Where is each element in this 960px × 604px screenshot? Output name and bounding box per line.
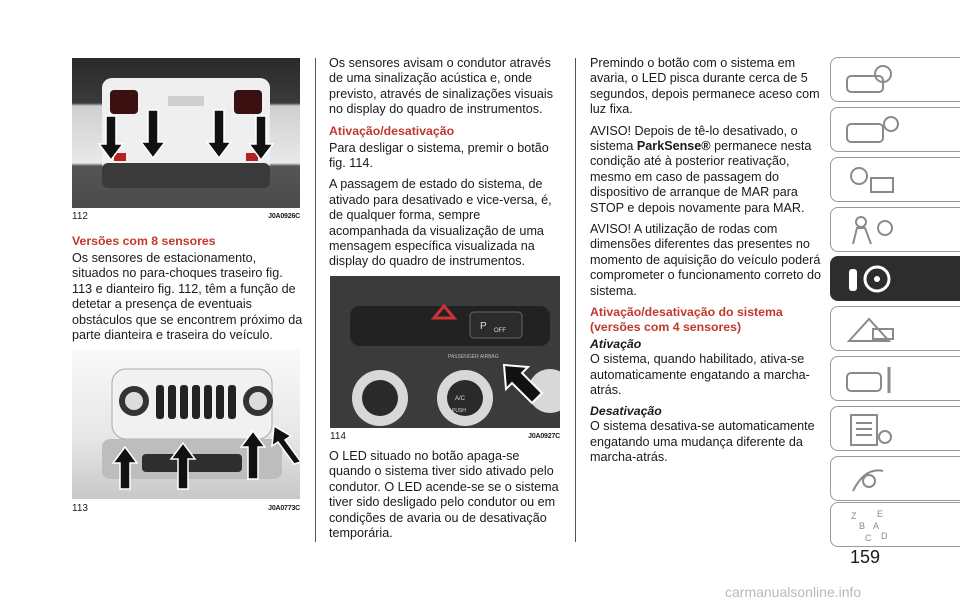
rear-bumper-illustration: [72, 58, 300, 208]
column-divider: [575, 58, 576, 542]
nav-tab-warning-lights[interactable]: [830, 157, 960, 202]
figure-number: 114: [330, 431, 346, 442]
paragraph: O sistema, quando habilitado, ativa-se automaticamente engatando a marcha-atrás.: [590, 352, 810, 397]
car-wrench-icon: [843, 359, 903, 399]
accident-warning-icon: [843, 309, 903, 349]
paragraph: Os sensores avisam o condutor através de uma sinalização acústica e, onde previsto, através de sinalizações visuais no display do quadro de instrumentos.: [329, 56, 553, 117]
index-letter: E: [877, 509, 884, 519]
index-letter: D: [881, 531, 888, 541]
figure-code: J0A0926C: [268, 213, 300, 220]
seatbelt-airbag-icon: [843, 210, 903, 250]
figure-114-caption: [330, 431, 560, 442]
brand-name: ParkSense®: [636, 139, 711, 154]
figure-112-rear-bumper-photo: [72, 58, 300, 208]
index-letter: B: [859, 521, 866, 531]
section-heading-8-sensors: Versões com 8 sensores: [72, 234, 216, 248]
subheading-activation: Ativação: [590, 337, 642, 352]
paragraph: A passagem de estado do sistema, de ativado para desativado e vice-versa, é, de qualquer forma, sempre acompanhada da visualização de uma mensagem específica visualizada na display do quadro de instrumentos.: [329, 177, 552, 269]
alphabetical-index-icon: [843, 505, 903, 545]
figure-113-front-view-photo: [72, 349, 300, 499]
text: permanece nesta condição até à posterior reativação, mesmo em caso de passagem do dispositivo de arranque de MAR para STOP e depois novamente para MAR.: [590, 139, 812, 215]
section-heading-4-sensors: Ativação/desativação do sistema (versões com 4 sensores): [590, 305, 783, 335]
figure-number: 113: [72, 503, 88, 514]
column-divider: [315, 58, 316, 542]
figure-112-caption: [72, 211, 300, 222]
figure-113-caption: [72, 503, 300, 514]
push-label: PUSH: [452, 408, 466, 414]
column-1: [72, 230, 304, 349]
nav-tab-maintenance[interactable]: [830, 356, 960, 401]
car-search-icon: [843, 60, 903, 100]
nav-tab-emergency[interactable]: [830, 306, 960, 351]
nav-tab-getting-to-know[interactable]: [830, 57, 960, 102]
column-2: [329, 56, 561, 276]
paragraph: O sistema desativa-se automaticamente engatando uma mudança diferente da marcha-atrás.: [590, 419, 815, 465]
specifications-list-icon: [843, 409, 903, 449]
nav-tab-safety[interactable]: [830, 207, 960, 252]
index-letter: Z: [851, 511, 857, 521]
parksense-button-label: P: [480, 321, 487, 332]
watermark: carmanualsonline.info: [725, 584, 862, 600]
paragraph-warning-2: AVISO! A utilização de rodas com dimensões diferentes das presentes no momento de aquisição do veículo poderá comprometer o funcionamento correto do sistema.: [590, 222, 822, 298]
ac-label: A/C: [455, 396, 466, 402]
off-label: OFF: [494, 328, 506, 334]
paragraph: Os sensores de estacionamento, situados no para-choques traseiro fig. 113 e dianteiro fig. 112, têm a função de detetar a presença de eventuais obstáculos que se encontrem próximo da parte dianteira e traseira do veículo.: [72, 251, 303, 343]
car-info-icon: [843, 110, 903, 150]
nav-tab-technical-data[interactable]: [830, 406, 960, 451]
section-heading-activation: Ativação/desativação: [329, 123, 455, 138]
nav-tab-multimedia[interactable]: [830, 456, 960, 501]
index-letter: A: [873, 521, 880, 531]
paragraph: O LED situado no botão apaga-se quando o sistema tiver sido ativado pelo condutor. O LED acende-se se o sistema tiver sido desligado pelo condutor ou em condições de avaria ou de desativação temporária.: [329, 449, 559, 541]
subheading-deactivation: Desativação: [590, 404, 662, 419]
column-3: [590, 56, 822, 472]
page-number: 159: [850, 547, 881, 567]
figure-code: J0A0927C: [528, 433, 560, 440]
figure-code: J0A0773C: [268, 505, 300, 512]
paragraph: Para desligar o sistema, premir o botão fig. 114.: [329, 140, 549, 171]
paragraph-warning-1: [590, 124, 822, 216]
nav-tab-dashboard[interactable]: [830, 107, 960, 152]
text: AVISO! Depois de tê-lo desativado, o sistema: [590, 123, 798, 154]
front-bumper-illustration: [72, 349, 300, 499]
nav-tab-starting-driving[interactable]: [830, 256, 960, 301]
steering-wheel-key-icon: [843, 259, 903, 299]
warning-light-message-icon: [843, 160, 903, 200]
multimedia-icon: [843, 459, 903, 499]
figure-114-dashboard-button-photo: [330, 276, 560, 428]
passenger-airbag-label: PASSENGER AIRBAG: [448, 354, 499, 360]
figure-number: 112: [72, 211, 88, 222]
paragraph: Premindo o botão com o sistema em avaria, o LED pisca durante cerca de 5 segundos, depois permanece aceso com luz fixa.: [590, 56, 820, 117]
index-letter: C: [865, 533, 872, 543]
column-2-bottom: [329, 449, 561, 547]
dashboard-button-illustration: [330, 276, 560, 428]
nav-tab-index[interactable]: [830, 502, 960, 547]
